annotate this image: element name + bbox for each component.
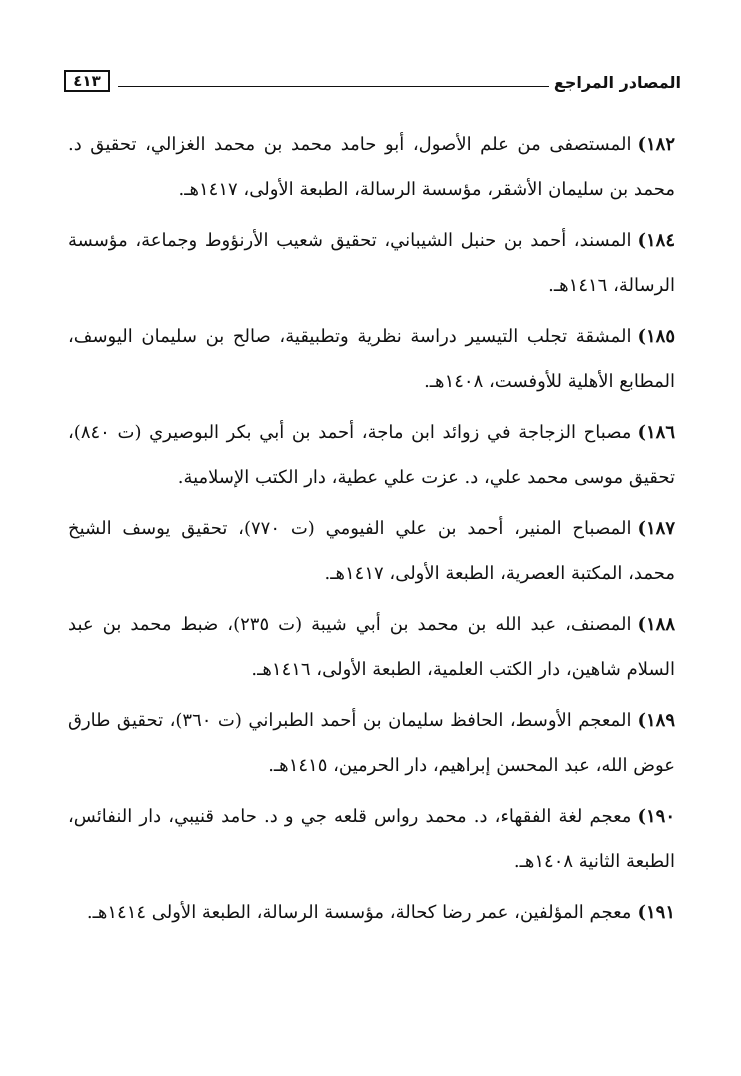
page-header	[64, 68, 681, 98]
entry-text: معجم لغة الفقهاء، د. محمد رواس قلعه جي و د. حامد قنيبي، دار النفائس، الطبعة الثانية ١٤٠٨هـ.	[68, 806, 675, 872]
bibliography-entry	[68, 314, 675, 404]
entry-number: ١٨٢)	[637, 134, 675, 155]
entry-number: ١٩٠)	[637, 806, 675, 827]
entry-text: المشقة تجلب التيسير دراسة نظرية وتطبيقية، صالح بن سليمان اليوسف، المطابع الأهلية للأوفست، ١٤٠٨هـ.	[68, 326, 675, 392]
bibliography-list	[68, 122, 675, 941]
bibliography-entry	[68, 698, 675, 788]
entry-number: ١٨٤)	[637, 230, 675, 251]
page-number-box: ٤١٣	[64, 70, 110, 92]
bibliography-entry	[68, 602, 675, 692]
running-title: المصادر المراجع	[553, 73, 681, 92]
header-rule	[118, 86, 549, 87]
bibliography-entry	[68, 122, 675, 212]
entry-text: المصنف، عبد الله بن محمد بن أبي شيبة (ت ٢٣٥)، ضبط محمد بن عبد السلام شاهين، دار الكتب العلمية، الطبعة الأولى، ١٤١٦هـ.	[68, 614, 675, 680]
entry-number: ١٨٩)	[637, 710, 675, 731]
entry-text: المصباح المنير، أحمد بن علي الفيومي (ت ٧٧٠)، تحقيق يوسف الشيخ محمد، المكتبة العصرية، الطبعة الأولى، ١٤١٧هـ.	[68, 518, 675, 584]
entry-text: المستصفى من علم الأصول، أبو حامد محمد بن محمد الغزالي، تحقيق د. محمد بن سليمان الأشقر، مؤسسة الرسالة، الطبعة الأولى، ١٤١٧هـ.	[68, 134, 675, 200]
bibliography-entry	[68, 794, 675, 884]
entry-number: ١٩١)	[637, 902, 675, 923]
entry-number: ١٨٥)	[637, 326, 675, 347]
entry-text: مصباح الزجاجة في زوائد ابن ماجة، أحمد بن أبي بكر البوصيري (ت ٨٤٠)، تحقيق موسى محمد علي، د. عزت علي عطية، دار الكتب الإسلامية.	[68, 422, 675, 488]
entry-number: ١٨٧)	[637, 518, 675, 539]
bibliography-entry	[68, 218, 675, 308]
bibliography-entry	[68, 890, 675, 935]
entry-text: المسند، أحمد بن حنبل الشيباني، تحقيق شعيب الأرنؤوط وجماعة، مؤسسة الرسالة، ١٤١٦هـ.	[68, 230, 675, 296]
entry-number: ١٨٦)	[637, 422, 675, 443]
entry-number: ١٨٨)	[637, 614, 676, 635]
entry-text: المعجم الأوسط، الحافظ سليمان بن أحمد الطبراني (ت ٣٦٠)، تحقيق طارق عوض الله، عبد المحسن إبراهيم، دار الحرمين، ١٤١٥هـ.	[68, 710, 675, 776]
bibliography-entry	[68, 506, 675, 596]
entry-text: معجم المؤلفين، عمر رضا كحالة، مؤسسة الرسالة، الطبعة الأولى ١٤١٤هـ.	[86, 902, 632, 923]
bibliography-entry	[68, 410, 675, 500]
